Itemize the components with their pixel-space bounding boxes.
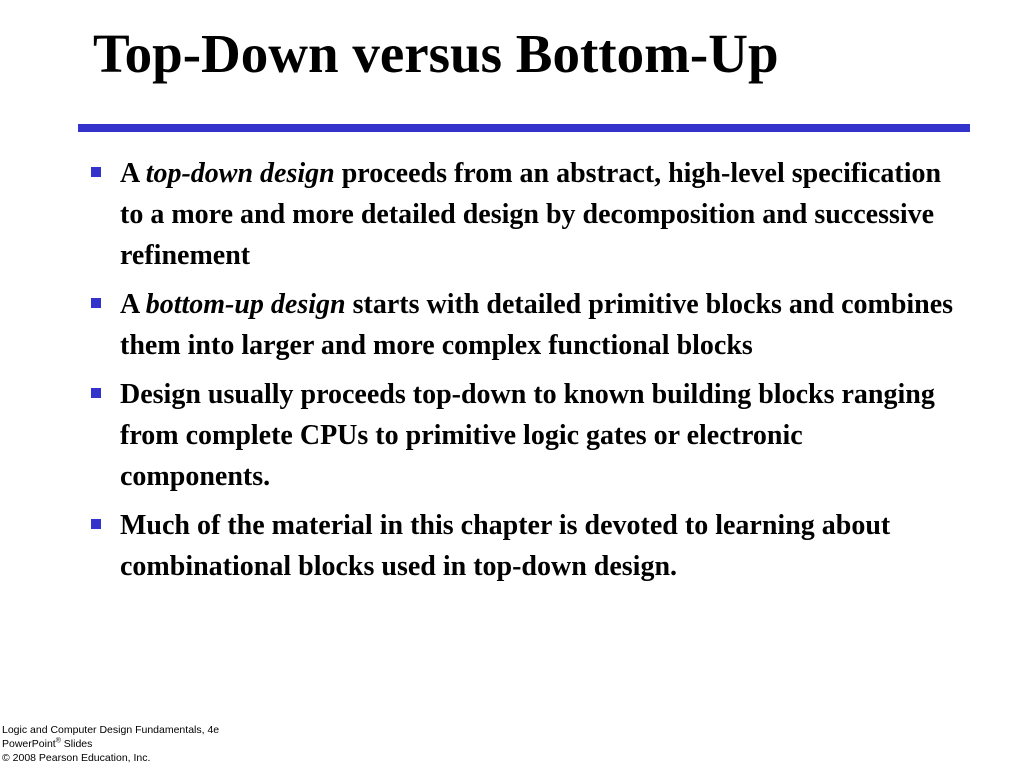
bullet-term: top-down design (145, 158, 335, 189)
square-bullet-icon (91, 388, 101, 398)
bullet-list (0, 153, 1024, 595)
footer-copyright: © 2008 Pearson Education, Inc. (2, 752, 151, 764)
bullet-item-design-usually (0, 374, 1024, 497)
bullet-text (120, 153, 954, 276)
footer-slides-label (2, 737, 219, 751)
bullet-item-top-down (0, 153, 1024, 276)
registered-mark: ® (55, 737, 61, 745)
bullet-rest: proceeds from an abstract, high-level specification to a more and more detailed design by decomposition and successive refinement (120, 158, 942, 271)
bullet-lead: A (120, 158, 146, 189)
footer-slides: Slides (60, 738, 93, 750)
bullet-item-bottom-up (0, 284, 1024, 366)
bullet-text (120, 284, 954, 366)
title-divider (78, 124, 970, 132)
slide-footer (2, 723, 219, 765)
footer-book-title: Logic and Computer Design Fundamentals, 4e (2, 724, 220, 736)
bullet-item-chapter-material (0, 505, 1024, 587)
footer-powerpoint: PowerPoint (2, 738, 56, 750)
square-bullet-icon (91, 298, 101, 308)
bullet-rest: starts with detailed primitive blocks and combines them into larger and more complex functional blocks (120, 289, 954, 361)
bullet-text: Much of the material in this chapter is devoted to learning about combinational blocks used in top-down design. (120, 510, 891, 582)
square-bullet-icon (91, 519, 101, 529)
bullet-term: bottom-up design (145, 289, 346, 320)
slide-title: Top-Down versus Bottom-Up (93, 23, 779, 84)
bullet-text: Design usually proceeds top-down to known building blocks ranging from complete CPUs to primitive logic gates or electronic components. (120, 379, 935, 492)
bullet-lead: A (120, 289, 146, 320)
square-bullet-icon (91, 167, 101, 177)
